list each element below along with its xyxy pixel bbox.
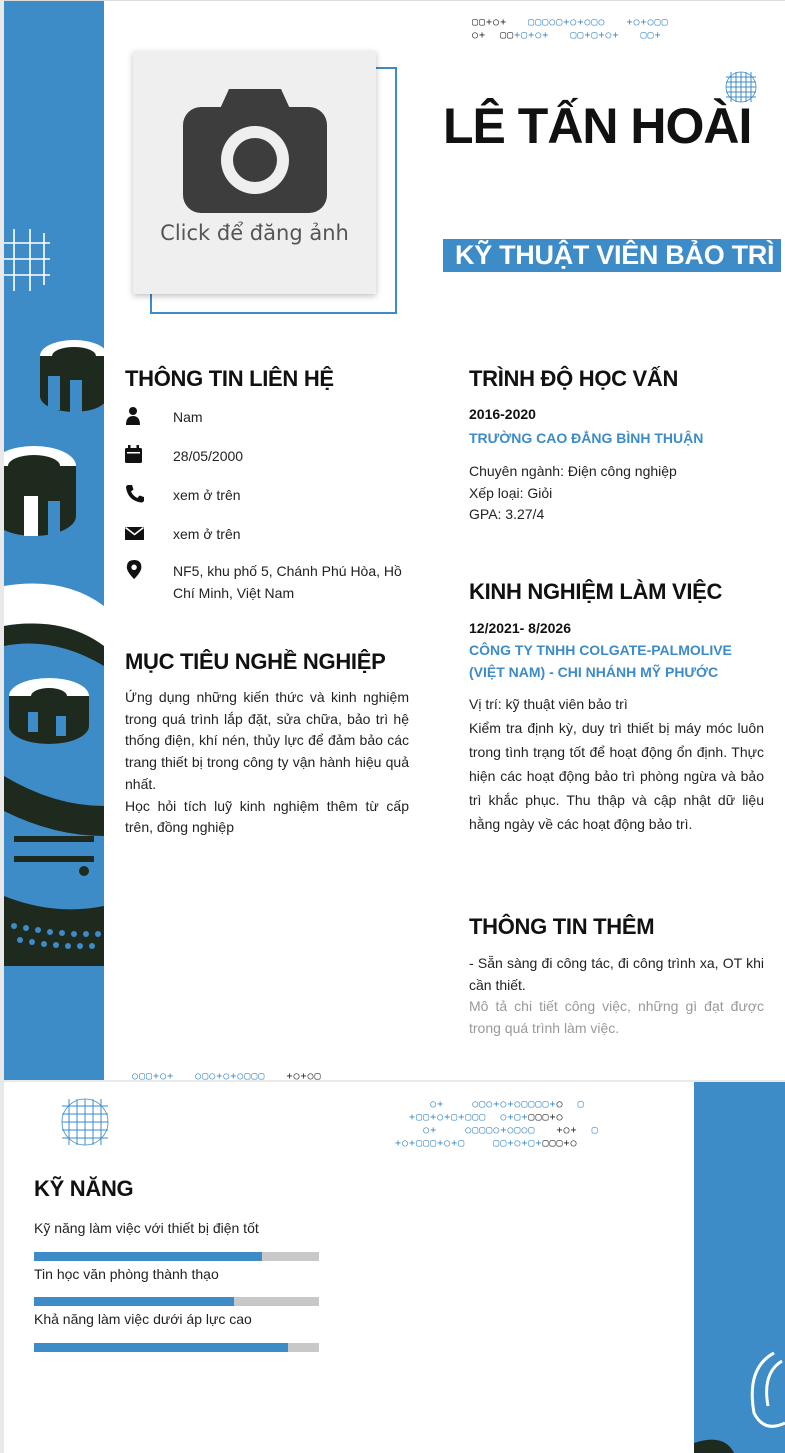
skill-label-1: Kỹ năng làm việc với thiết bị điện tốt xyxy=(34,1220,259,1236)
additional-title: THÔNG TIN THÊM xyxy=(469,914,655,939)
camera-icon xyxy=(181,87,329,215)
cv-page-2 xyxy=(4,1082,785,1453)
cv-page-1 xyxy=(4,0,785,1080)
gears-illustration-corner xyxy=(694,1313,785,1453)
mail-icon xyxy=(125,523,145,543)
education-title: TRÌNH ĐỘ HỌC VẤN xyxy=(469,366,679,391)
phone-value[interactable]: xem ở trên xyxy=(173,487,241,503)
gender-value: Nam xyxy=(173,409,203,425)
contact-title: THÔNG TIN LIÊN HỆ xyxy=(125,366,334,391)
education-rank: Xếp loại: Giỏi xyxy=(469,484,553,501)
education-school: TRƯỜNG CAO ĐẲNG BÌNH THUẬN xyxy=(469,430,704,446)
gears-illustration xyxy=(4,336,104,966)
dot-pattern-bottom: ○▢▢+○+ ○▢○+○+○▢▢▢ +○+○▢ xyxy=(132,1071,322,1080)
address-value: NF5, khu phố 5, Chánh Phú Hòa, Hồ Chí Minh, Việt Nam xyxy=(173,563,402,601)
grid-decor-top xyxy=(725,71,757,103)
skill-label-2: Tin học văn phòng thành thạo xyxy=(34,1266,219,1282)
skills-title: KỸ NĂNG xyxy=(34,1176,134,1201)
grid-decor-page2 xyxy=(61,1098,109,1146)
skill-bar-3 xyxy=(34,1343,319,1352)
skill-fill-1 xyxy=(34,1252,262,1261)
experience-position: Vị trí: kỹ thuật viên bảo trì xyxy=(469,696,628,712)
user-icon xyxy=(125,406,145,426)
experience-description: Kiểm tra định kỳ, duy trì thiết bị máy móc luôn trong tình trạng tốt để hoạt động ổn định. Thực hiện các hoạt động bảo trì phòng ngừa và bảo trì khắc phục. Thu thập và cập nhật dữ liệu hằng ngày về các hoạt động bảo trì. xyxy=(469,719,764,832)
experience-title: KINH NGHIỆM LÀM VIỆC xyxy=(469,579,723,604)
dot-pattern-page2: ○+ ○▢○+○+○▢▢▢▢+○ ▢ +▢▢+○+▢+▢▢▢ ○+▢+▢▢▢+○ ○+ ○▢▢▢○+○▢○▢ +○+ ▢ +○+▢▢▢+○+▢ ▢▢+○+▢+▢▢▢+○ xyxy=(388,1099,599,1149)
education-details xyxy=(469,461,769,526)
experience-period: 12/2021- 8/2026 xyxy=(469,620,571,636)
grid-decor-left xyxy=(4,229,52,293)
photo-upload[interactable] xyxy=(133,51,376,294)
objective-paragraph-2: Học hỏi tích luỹ kinh nghiệm thêm từ cấp trên, đồng nghiệp xyxy=(125,797,409,836)
skill-label-3: Khả năng làm việc dưới áp lực cao xyxy=(34,1311,252,1327)
skill-bar-2 xyxy=(34,1297,319,1306)
experience-details xyxy=(469,694,764,836)
location-icon xyxy=(125,560,145,580)
birthday-value: 28/05/2000 xyxy=(173,448,244,464)
additional-line: - Sẵn sàng đi công tác, đi công trình xa, OT khi cần thiết. xyxy=(469,955,764,993)
education-period: 2016-2020 xyxy=(469,406,536,422)
email-value[interactable]: xem ở trên xyxy=(173,526,241,542)
additional-hint: Mô tả chi tiết công việc, những gì đạt được trong quá trình làm việc. xyxy=(469,998,764,1037)
phone-icon xyxy=(125,484,145,504)
dot-pattern-top: ▢▢+○+ ▢▢▢○▢+○+○▢○ +○+○▢▢ ○+ ▢▢+▢+○+ ▢▢+▢+○+ ▢▢+ xyxy=(472,17,669,41)
right-decor-stripe xyxy=(694,1082,785,1453)
skill-bar-1 xyxy=(34,1252,319,1261)
objective-paragraph-1: Ứng dụng những kiến thức và kinh nghiệm trong quá trình lắp đặt, sửa chữa, bảo trì hệ thống điện, khí nén, thủy lực để đảm bảo các trang thiết bị trong công ty vận hành hiệu quả nhất. xyxy=(125,689,409,792)
education-major: Chuyên ngành: Điện công nghiệp xyxy=(469,463,677,479)
candidate-name: LÊ TẤN HOÀI xyxy=(443,98,752,154)
photo-upload-label: Click để đăng ảnh xyxy=(160,221,349,245)
education-gpa: GPA: 3.27/4 xyxy=(469,506,545,523)
skill-fill-3 xyxy=(34,1343,288,1352)
additional-body xyxy=(469,953,764,1040)
skill-fill-2 xyxy=(34,1297,234,1306)
job-title-banner: KỸ THUẬT VIÊN BẢO TRÌ xyxy=(443,239,781,272)
experience-company: CÔNG TY TNHH COLGATE-PALMOLIVE (VIỆT NAM) - CHI NHÁNH MỸ PHƯỚC xyxy=(469,642,732,680)
calendar-icon xyxy=(125,445,145,465)
objective-title: MỤC TIÊU NGHỀ NGHIỆP xyxy=(125,649,386,674)
objective-body xyxy=(125,687,409,839)
